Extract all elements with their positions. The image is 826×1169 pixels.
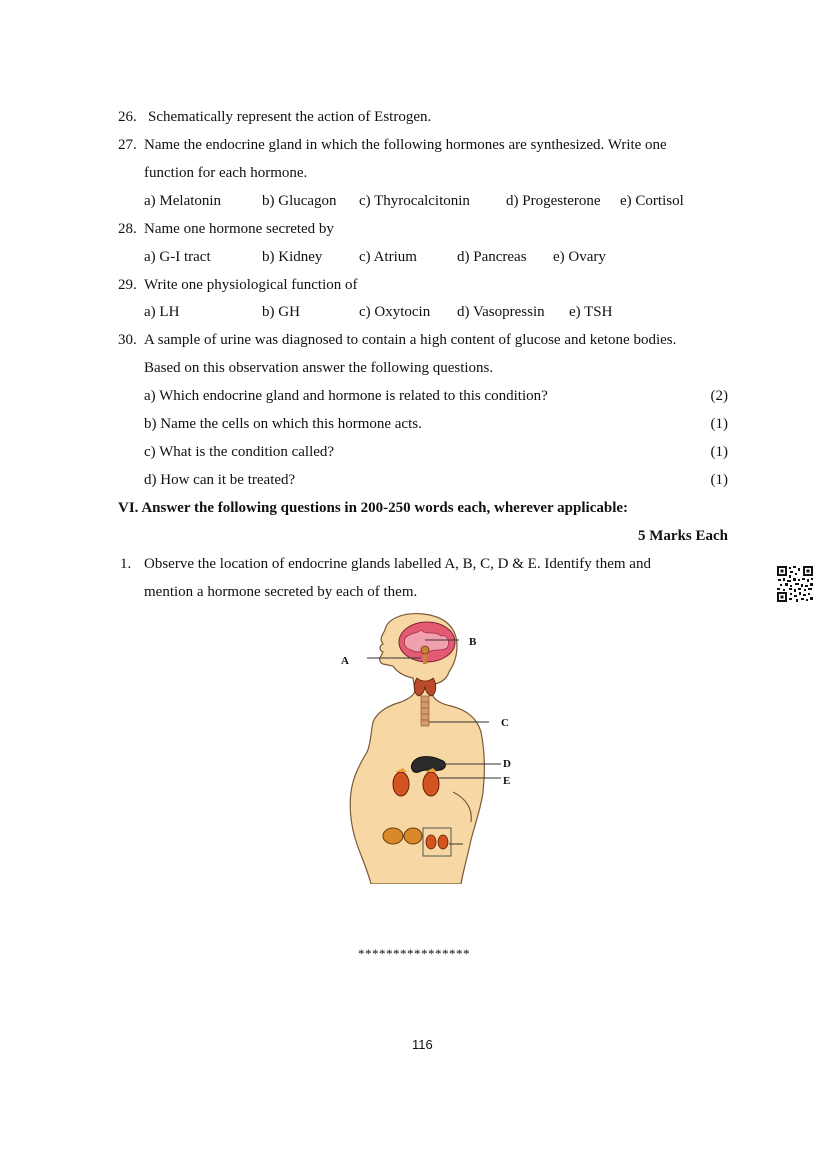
question-30-subpart-c: c) What is the condition called?	[144, 444, 335, 460]
gonad-left	[383, 828, 403, 844]
section-marks-note: 5 Marks Each	[638, 528, 728, 544]
qr-code-icon	[776, 565, 814, 603]
question-30-subpart-d: d) How can it be treated?	[144, 472, 296, 488]
question-30-number: 30.	[118, 332, 137, 348]
question-27-option-d: d) Progesterone	[506, 193, 601, 209]
label-a: A	[341, 655, 349, 667]
question-27-option-e: e) Cortisol	[620, 193, 684, 209]
kidney-right	[423, 772, 439, 796]
question-27-option-b: b) Glucagon	[262, 193, 337, 209]
question-27-text-line2: function for each hormone.	[144, 165, 308, 181]
separator-asterisks: ****************	[358, 946, 470, 961]
question-27-option-a: a) Melatonin	[144, 193, 222, 209]
question-28-number: 28.	[118, 221, 137, 237]
question-29-option-a: a) LH	[144, 304, 180, 320]
question-29-number: 29.	[118, 277, 137, 293]
page-number: 116	[412, 1037, 433, 1052]
long-question-1-text-line2: mention a hormone secreted by each of them.	[144, 584, 418, 600]
label-e: E	[503, 775, 511, 787]
question-30-subpart-c-marks: (1)	[710, 444, 728, 460]
long-question-1-number: 1.	[120, 556, 132, 572]
section-heading: VI. Answer the following questions in 200-250 words each, wherever applicable:	[118, 500, 629, 516]
question-30-subpart-d-marks: (1)	[710, 472, 728, 488]
label-b: B	[469, 636, 477, 648]
question-28-option-d: d) Pancreas	[457, 249, 527, 265]
question-30-subpart-a: a) Which endocrine gland and hormone is related to this condition?	[144, 388, 548, 404]
question-27-option-c: c) Thyrocalcitonin	[359, 193, 470, 209]
question-28-option-a: a) G-I tract	[144, 249, 211, 265]
question-28-option-e: e) Ovary	[553, 249, 606, 265]
question-29-option-c: c) Oxytocin	[359, 304, 431, 320]
label-c: C	[501, 717, 509, 729]
question-29-option-d: d) Vasopressin	[457, 304, 545, 320]
question-30-subpart-b-marks: (1)	[710, 416, 728, 432]
long-question-1-text-line1: Observe the location of endocrine glands labelled A, B, C, D & E. Identify them and	[144, 556, 651, 572]
question-29-option-b: b) GH	[262, 304, 300, 320]
question-28-option-b: b) Kidney	[262, 249, 323, 265]
question-28-option-c: c) Atrium	[359, 249, 417, 265]
question-27-number: 27.	[118, 137, 137, 153]
question-30-subpart-b: b) Name the cells on which this hormone acts.	[144, 416, 422, 432]
gonad-right	[404, 828, 422, 844]
question-30-text-line2: Based on this observation answer the following questions.	[144, 360, 494, 376]
label-d: D	[503, 758, 511, 770]
question-27-text-line1: Name the endocrine gland in which the following hormones are synthesized. Write one	[144, 137, 667, 153]
question-28-text: Name one hormone secreted by	[144, 221, 334, 237]
question-30-subpart-a-marks: (2)	[710, 388, 728, 404]
question-26-text: Schematically represent the action of Estrogen.	[148, 109, 432, 125]
kidney-left	[393, 772, 409, 796]
question-26-number: 26.	[118, 109, 137, 125]
question-30-text-line1: A sample of urine was diagnosed to contain a high content of glucose and ketone bodies.	[144, 332, 677, 348]
endocrine-glands-diagram	[325, 612, 535, 884]
question-29-text: Write one physiological function of	[144, 277, 358, 293]
question-29-option-e: e) TSH	[569, 304, 613, 320]
